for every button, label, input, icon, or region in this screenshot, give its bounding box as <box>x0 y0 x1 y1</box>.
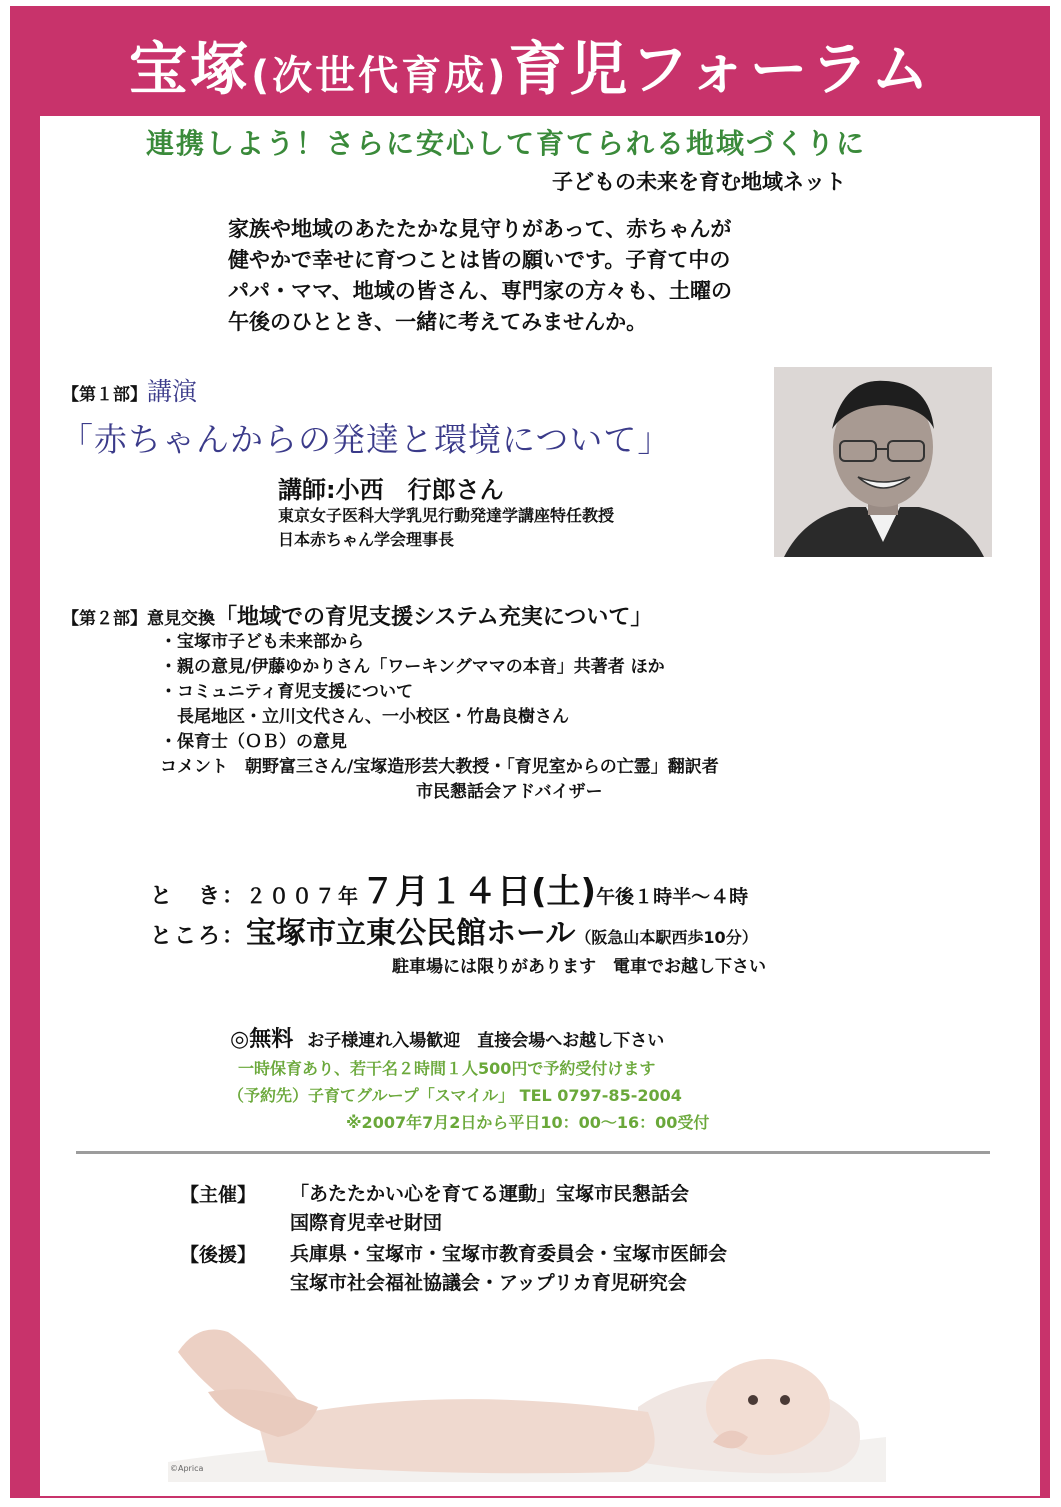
reservation-period: ※2007年7月2日から平日10：00～16：00受付 <box>346 1113 710 1132</box>
page-title <box>0 22 1061 106</box>
intro-paragraph <box>228 214 732 338</box>
reservation-contact: （予約先）子育てグループ「スマイル」 TEL 0797-85-2004 <box>228 1086 682 1105</box>
part1-topic: 「赤ちゃんからの発達と環境について」 <box>60 420 672 459</box>
support-names <box>290 1240 727 1298</box>
intro-line: 健やかで幸せに育つことは皆の願いです。子育て中の <box>228 248 731 272</box>
childcare-note: 一時保育あり、若干名２時間１人500円で予約受付けます <box>238 1059 656 1078</box>
event-place <box>150 908 758 952</box>
list-item: 長尾地区・立川文代さん、一小校区・竹島良樹さん <box>160 707 570 727</box>
support-label: 【後援】 <box>180 1244 257 1266</box>
part1-tag: 【第１部】 <box>62 385 147 405</box>
host-line: 国際育児幸せ財団 <box>290 1212 443 1234</box>
place-label: ところ： <box>150 924 247 949</box>
baby-icon <box>168 1312 886 1482</box>
host-names <box>290 1180 689 1238</box>
part2-tag: 【第２部】 <box>62 609 147 629</box>
date-label: と き： <box>150 884 247 909</box>
date-year: ２００７年 <box>246 884 362 908</box>
intro-line: 午後のひととき、一緒に考えてみませんか。 <box>228 310 648 334</box>
part1-heading <box>62 372 197 408</box>
photo-credit: ©Aprica <box>170 1464 204 1473</box>
support-line: 兵庫県・宝塚市・宝塚市教育委員会・宝塚市医師会 <box>290 1243 728 1265</box>
parking-note: 駐車場には限りがあります 電車でお越し下さい <box>392 957 766 977</box>
list-item: 市民懇話会アドバイザー <box>416 782 603 802</box>
part2-items <box>160 630 719 805</box>
list-item: ・親の意見/伊藤ゆかりさん「ワーキングママの本音」共著者 ほか <box>160 657 665 677</box>
date-time: 午後１時半～４時 <box>596 886 749 908</box>
list-item: ・コミュニティ育児支援について <box>160 682 413 702</box>
divider <box>76 1151 990 1154</box>
speaker-name: 講師:小西 行郎さん <box>278 476 504 504</box>
list-item: ・保育士（ＯＢ）の意見 <box>160 732 347 752</box>
event-date <box>150 864 748 913</box>
support-line: 宝塚市社会福祉協議会・アップリカ育児研究会 <box>290 1272 687 1294</box>
fee-label: ◎無料 <box>230 1027 294 1052</box>
fee-line <box>230 1022 664 1053</box>
intro-line: 家族や地域のあたたかな見守りがあって、赤ちゃんが <box>228 217 732 241</box>
subtagline: 子どもの未来を育む地域ネット <box>552 170 846 194</box>
part2-heading <box>62 600 652 631</box>
title-end: 育児フォーラム <box>508 35 933 103</box>
list-item: ・宝塚市子ども未来部から <box>160 632 364 652</box>
host-label: 【主催】 <box>180 1184 257 1206</box>
part2-topic: 「地域での育児支援システム充実について」 <box>215 605 653 630</box>
speaker-portrait-icon <box>774 367 992 557</box>
host-line: 「あたたかい心を育てる運動」宝塚市民懇話会 <box>290 1183 690 1205</box>
fee-note: お子様連れ入場歓迎 直接会場へお越し下さい <box>307 1031 665 1051</box>
speaker-affiliations <box>278 504 614 552</box>
part2-label: 意見交換 <box>147 609 215 629</box>
list-item: コメント 朝野富三さん/宝塚造形芸大教授・「育児室からの亡霊」翻訳者 <box>160 757 719 777</box>
speaker-photo <box>774 367 992 557</box>
date-main: ７月１４日(土) <box>361 872 597 912</box>
title-paren: (次世代育成) <box>250 53 509 99</box>
place-name: 宝塚市立東公民館ホール <box>246 916 576 951</box>
baby-photo <box>168 1312 886 1482</box>
intro-line: パパ・ママ、地域の皆さん、専門家の方々も、土曜の <box>228 279 732 303</box>
tagline: 連携しよう！さらに安心して育てられる地域づくりに <box>146 127 867 160</box>
title-main: 宝塚 <box>128 35 251 103</box>
place-access: （阪急山本駅西歩10分） <box>575 928 758 947</box>
affiliation-line: 日本赤ちゃん学会理事長 <box>278 530 455 549</box>
affiliation-line: 東京女子医科大学乳児行動発達学講座特任教授 <box>278 506 615 525</box>
part1-label: 講演 <box>147 377 198 406</box>
